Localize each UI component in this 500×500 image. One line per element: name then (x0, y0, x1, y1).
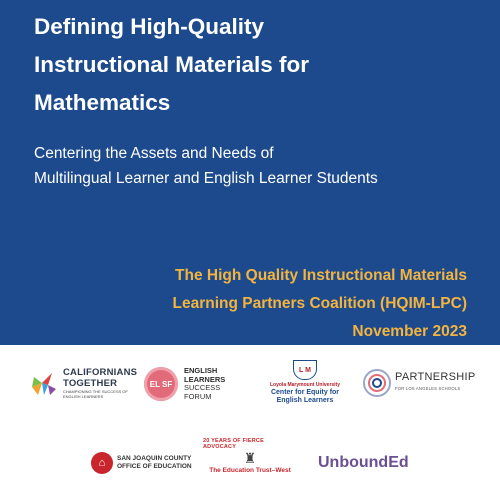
san-joaquin-text: SAN JOAQUIN COUNTY OFFICE OF EDUCATION (117, 455, 192, 470)
lmu-university-name: Loyola Marymount University (269, 382, 340, 388)
title-line-3: Mathematics (34, 90, 171, 115)
english-learners-success-forum-logo (144, 367, 225, 401)
schoolhouse-icon: ⌂ (91, 452, 113, 474)
report-title (34, 8, 484, 122)
report-subtitle (34, 141, 484, 191)
lmu-center-logo (262, 360, 348, 405)
lmu-center-name: Center for Equity for English Learners (270, 389, 340, 404)
partnership-circle-icon (363, 369, 391, 397)
californians-together-icon (28, 367, 60, 399)
people-icon: ♜ (243, 450, 257, 466)
title-line-1: Defining High-Quality (34, 14, 264, 39)
education-trust-arc-text: 20 YEARS OF FIERCE ADVOCACY (203, 438, 264, 450)
coalition-line-1: The High Quality Instructional Materials (175, 267, 467, 284)
californians-together-logo (28, 367, 137, 399)
subtitle-line-1: Centering the Assets and Needs of (34, 145, 274, 162)
unbounded-logo (318, 454, 409, 472)
elsf-text: ENGLISH LEARNERS SUCCESS FORUM (184, 366, 226, 401)
elsf-icon: EL SF (144, 367, 178, 401)
publication-date: November 2023 (352, 323, 467, 340)
partnership-name: PARTNERSHIP (395, 371, 476, 383)
subtitle-line-2: Multilingual Learner and English Learner Students (34, 170, 378, 187)
education-trust-west-logo (203, 438, 297, 474)
san-joaquin-county-logo (91, 452, 192, 474)
californians-together-tagline: CHAMPIONING THE SUCCESS OF ENGLISH LEARNERS (63, 389, 128, 399)
partnership-la-schools-logo (363, 369, 476, 397)
lmu-shield-icon: L M (293, 360, 317, 380)
partnership-tagline: FOR LOS ANGELES SCHOOLS (395, 386, 461, 391)
title-line-2: Instructional Materials for (34, 52, 310, 77)
unbounded-name: UnboundEd (318, 454, 409, 471)
coalition-line-2: Learning Partners Coalition (HQIM-LPC) (172, 295, 467, 312)
partner-logos (0, 345, 500, 500)
californians-together-name: CALIFORNIANS TOGETHER (63, 367, 138, 389)
coalition-block (172, 262, 467, 346)
education-trust-name: The Education Trust–West (209, 467, 291, 474)
